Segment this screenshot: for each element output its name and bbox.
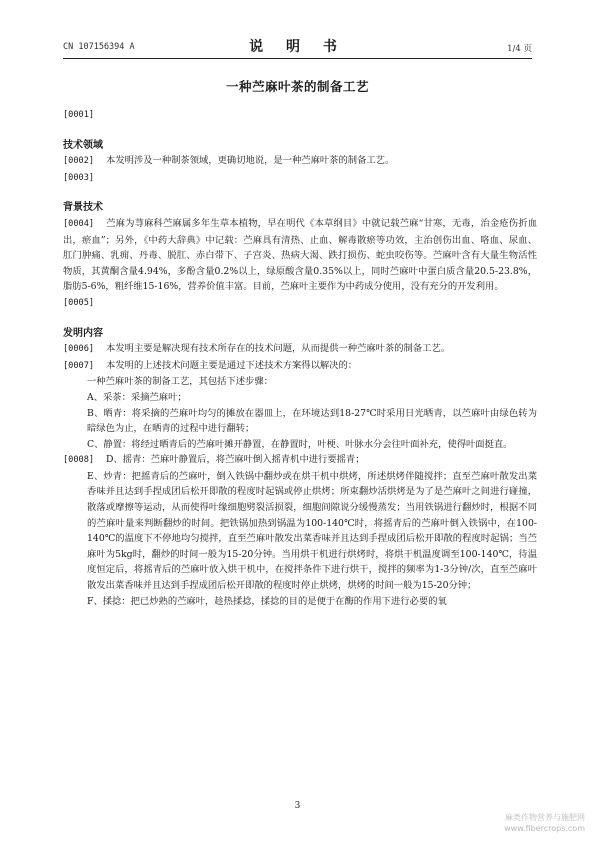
step-f: F、揉捻：把已炒熟的苎麻叶，趁热揉捻，揉捻的目的是便于在酶的作用下进行必要的氧 bbox=[87, 595, 447, 607]
paragraph-0007 bbox=[63, 358, 537, 375]
page-indicator: 1/4 页 bbox=[507, 44, 532, 54]
method-intro: 一种苎麻叶茶的制备工艺，其包括下述步骤： bbox=[87, 376, 273, 388]
header-divider bbox=[63, 58, 532, 59]
paragraph-text: D、摇青：苎麻叶静置后，将苎麻叶倒入摇青机中进行要摇青； bbox=[106, 454, 365, 466]
paragraph-text: 本发明主要是解决现有技术所存在的技术问题，从而提供一种苎麻叶茶的制备工艺。 bbox=[106, 343, 451, 355]
paragraph-0004 bbox=[63, 216, 537, 295]
step-e: E、炒青：把摇青后的苎麻叶，倒入铁锅中翻炒或在烘干机中烘烤，所述烘烤伴随搅拌；直至苎麻叶散发出菜香味并且达到手捏成团后松开即散的程度时起锅或停止烘烤；所束翻炒活烘烤是为了是苎麻叶之间进行碰撞，散落或摩擦等运动，从而使得叶缘细胞劈裂活损裂，细胞间隙说分缓慢蒸发；当用铁锅进行翻炒时，根据不同的苎麻叶量来判断翻炒的时间。把铁锅加热到锅温为100-140℃时，将摇青后的苎麻叶倒入铁锅中，在100-140℃的温度下不停地均匀搅拌，直至苎麻叶散发出菜香味并且达到手捏成团后松开即散的程度时起锅；当苎麻叶为5kg时，翻炒的时间一般为15-20分钟。当用烘干机进行烘烤时，将烘干机温度调至100-140℃，待温度恒定后，将摇青后的苎麻叶放入烘干机中，在搅拌条件下进行烘干，搅拌的频率为1-3分钟/次，直至苎麻叶散发出菜香味并且达到手捏成团后松开即散的程度时停止烘烤，烘烤的时间一般为15-20分钟； bbox=[87, 470, 537, 592]
paragraph-0002 bbox=[63, 153, 537, 170]
paragraph-number: [0005] bbox=[63, 297, 95, 308]
step-b: B、晒青：将采摘的苎麻叶均匀的摊放在器皿上，在环境达到18-27℃时采用日光晒青，以苎麻叶由绿色转为暗绿色为止，在晒青的过程中进行翻转； bbox=[87, 407, 537, 435]
paragraph-number: [0008] bbox=[63, 455, 95, 466]
paragraph-text: 苎麻为荨麻科苎麻属多年生草本植物，早在明代《本草纲目》中就记载苎麻“甘寒，无毒，治金疮伤折血出，瘀血”；另外，《中药大辞典》中记载：苎麻具有清热、止血、解毒散瘀等功效，主治创伤出血、咯血、尿血、肛门肿痛、乳痈、丹毒、脱肛、赤白带下、子宫炎、热病大渴、跌打损伤、蛇虫咬伤等。苎麻叶含有大量生物活性物质，其黄酮含量4.94%，多酚含量0.2%以上，绿原酸含量0.35%以上，同时苎麻叶中蛋白质含量20.5-23.8%，脂肪5-6%，粗纤维15-16%，营养价值丰富。目前，苎麻叶主要作为中药成分使用，没有充分的开发利用。 bbox=[63, 217, 537, 293]
publication-number: CN 107156394 A bbox=[63, 42, 135, 52]
section-heading-background: 背景技术 bbox=[63, 202, 103, 214]
paragraph-number: [0006] bbox=[63, 344, 95, 355]
paragraph-text: 本发明的上述技术问题主要是通过下述技术方案得以解决的： bbox=[106, 359, 358, 371]
page-header bbox=[63, 36, 532, 56]
paragraph-text: 本发明涉及一种制茶领域，更确切地说，是一种苎麻叶茶的制备工艺。 bbox=[106, 155, 395, 167]
section-heading-field: 技术领域 bbox=[63, 139, 103, 151]
page-number: 3 bbox=[294, 801, 301, 811]
paragraph-0001 bbox=[63, 107, 537, 124]
invention-title: 一种苎麻叶茶的制备工艺 bbox=[225, 79, 369, 94]
paragraph-number: [0002] bbox=[63, 156, 95, 167]
paragraph-0006 bbox=[63, 341, 537, 358]
step-a: A、采茶：采摘苎麻叶； bbox=[87, 391, 187, 403]
watermark bbox=[504, 812, 585, 834]
paragraph-number: [0003] bbox=[63, 172, 95, 183]
paragraph-number: [0001] bbox=[63, 110, 95, 120]
document-type-title: 说 明 书 bbox=[249, 39, 346, 55]
section-heading-invention: 发明内容 bbox=[63, 327, 103, 339]
watermark-line2: www.fibercrops.com bbox=[504, 824, 585, 833]
watermark-line1: 麻类作物营养与施肥网 bbox=[505, 813, 585, 822]
paragraph-0003 bbox=[63, 170, 537, 187]
paragraph-0005 bbox=[63, 295, 537, 312]
paragraph-number: [0007] bbox=[63, 360, 95, 371]
step-c: C、静置：将经过晒青后的苎麻叶摊开静置，在静置时，叶梗、叶脉水分会往叶面补充，使得叶面挺直。 bbox=[87, 438, 513, 450]
document-body bbox=[63, 107, 537, 609]
paragraph-number: [0004] bbox=[63, 218, 95, 229]
paragraph-0008 bbox=[63, 452, 537, 469]
